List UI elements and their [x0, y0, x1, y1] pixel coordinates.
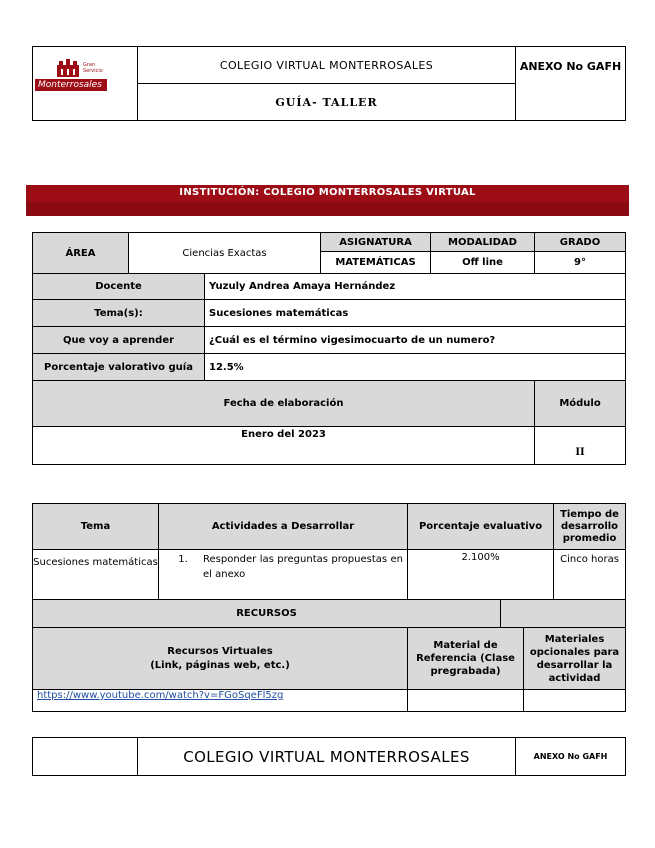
logo-cell	[33, 47, 138, 121]
banner-stripe	[26, 202, 629, 216]
materiales-opcionales-value	[524, 690, 626, 712]
fecha-label: Fecha de elaboración	[33, 381, 535, 427]
footer-table	[32, 737, 626, 776]
col-actividades: Actividades a Desarrollar	[159, 504, 408, 550]
materiales-opcionales: Materiales opcionales para desarrollar la actividad	[524, 628, 626, 690]
annex-code: ANEXO No GAFH	[516, 47, 626, 121]
col-porcentaje: Porcentaje evaluativo	[408, 504, 554, 550]
col-tiempo: Tiempo de desarrollo promedio	[554, 504, 626, 550]
modalidad-label: MODALIDAD	[431, 233, 535, 252]
activities-table	[32, 503, 626, 712]
material-referencia: Material de Referencia (Clase pregrabada)	[408, 628, 524, 690]
grado-value: 9°	[535, 252, 626, 274]
footer-annex-code: ANEXO No GAFH	[516, 738, 626, 776]
school-title: COLEGIO VIRTUAL MONTERROSALES	[138, 47, 516, 84]
porcentaje-label: Porcentaje valorativo guía	[33, 354, 205, 381]
recursos-title: RECURSOS	[33, 600, 501, 628]
footer-school-title: COLEGIO VIRTUAL MONTERROSALES	[138, 738, 516, 776]
logo-small-text: Gran Servicio	[83, 62, 103, 74]
docente-value: Yuzuly Andrea Amaya Hernández	[205, 274, 626, 300]
modulo-value: II	[535, 427, 626, 465]
row-tema: Sucesiones matemáticas	[33, 550, 159, 600]
recursos-virtuales: Recursos Virtuales	[167, 645, 273, 657]
aprender-value: ¿Cuál es el término vigesimocuarto de un numero?	[205, 327, 626, 354]
material-referencia-value	[408, 690, 524, 712]
footer-logo-cell	[33, 738, 138, 776]
row-tiempo: Cinco horas	[554, 550, 626, 600]
recursos-virtuales-cell	[33, 628, 408, 690]
fecha-value: Enero del 2023	[33, 427, 535, 465]
logo	[33, 47, 137, 120]
tema-label: Tema(s):	[33, 300, 205, 327]
row-actividad: Responder las preguntas propuestas en el anexo	[203, 554, 404, 580]
porcentaje-value: 12.5%	[205, 354, 626, 381]
asignatura-value: MATEMÁTICAS	[321, 252, 431, 274]
institution-banner-text: INSTITUCIÓN: COLEGIO MONTERROSALES VIRTUAL	[26, 185, 629, 202]
logo-text: Monterrosales	[38, 80, 102, 90]
info-table	[32, 232, 626, 465]
modalidad-value: Off line	[431, 252, 535, 274]
asignatura-label: ASIGNATURA	[321, 233, 431, 252]
tema-value: Sucesiones matemáticas	[205, 300, 626, 327]
youtube-link[interactable]: https://www.youtube.com/watch?v=FGoSqeFl5zg	[37, 690, 284, 701]
header-table	[32, 46, 626, 121]
row-actividad-cell	[159, 550, 408, 600]
col-tema: Tema	[33, 504, 159, 550]
link-cell	[33, 690, 408, 712]
row-num: 1.	[178, 554, 188, 565]
aprender-label: Que voy a aprender	[33, 327, 205, 354]
row-porcentaje: 2.100%	[408, 550, 554, 600]
area-value: Ciencias Exactas	[129, 233, 321, 274]
docente-label: Docente	[33, 274, 205, 300]
guide-title: GUÍA- TALLER	[138, 84, 516, 121]
grado-label: GRADO	[535, 233, 626, 252]
modulo-label: Módulo	[535, 381, 626, 427]
recursos-virtuales-sub: (Link, páginas web, etc.)	[150, 659, 290, 671]
area-label: ÁREA	[33, 233, 129, 274]
recursos-title-empty	[501, 600, 626, 628]
institution-banner	[26, 185, 629, 216]
